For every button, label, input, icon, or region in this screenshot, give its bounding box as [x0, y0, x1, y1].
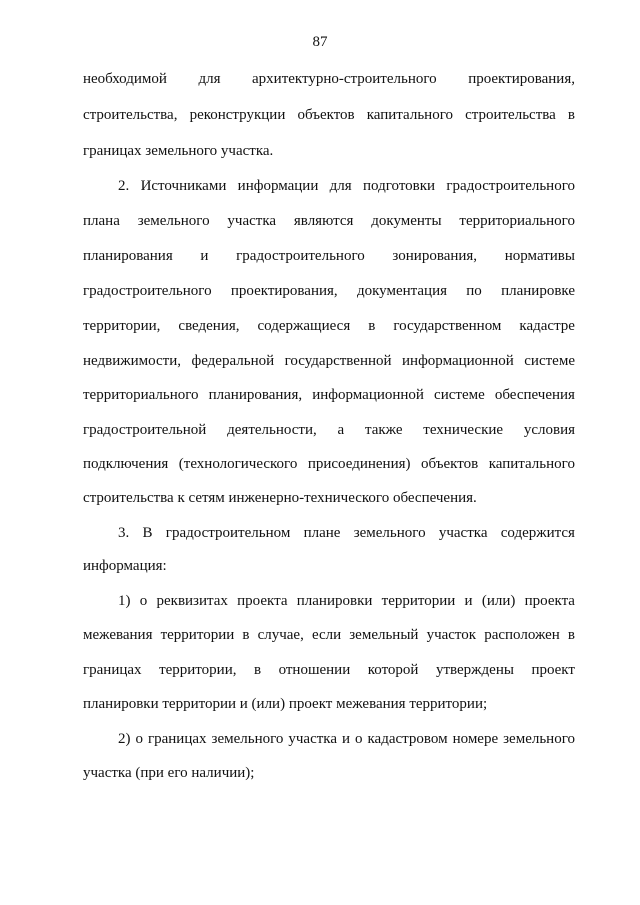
word: системе [524, 353, 575, 369]
word: утверждены [435, 662, 514, 678]
text-line [83, 212, 575, 230]
text-line [83, 455, 575, 473]
word: по [466, 283, 482, 299]
text-line [118, 592, 575, 610]
word: проектирования, [468, 71, 575, 87]
word: планировке [501, 283, 575, 299]
word: территории, [159, 662, 237, 678]
word: 2) [118, 731, 131, 747]
word: строительства [465, 107, 556, 123]
word: для [198, 71, 221, 87]
text-line [118, 524, 575, 542]
text-line [83, 106, 575, 124]
word: зонирования, [392, 248, 478, 264]
word: системе [434, 387, 485, 403]
word: территориального [459, 213, 575, 229]
word: территории, [83, 318, 161, 334]
word: подключения [83, 456, 169, 472]
word: 1) [118, 593, 131, 609]
word: присоединения) [307, 456, 411, 472]
word: необходимой [83, 71, 167, 87]
word: и [342, 731, 351, 747]
word: земельный [349, 627, 419, 643]
word: если [311, 627, 342, 643]
word: деятельности, [227, 422, 317, 438]
word: о [139, 593, 148, 609]
word: градостроительном [165, 525, 291, 541]
word: планирования [83, 248, 173, 264]
text-line: информация: [83, 558, 167, 574]
word: содержится [500, 525, 575, 541]
word: кадастровом [367, 731, 448, 747]
word: государственной [284, 353, 392, 369]
word: в [567, 627, 575, 643]
word: В [142, 525, 153, 541]
word: плана [83, 213, 120, 229]
word: границах [147, 731, 207, 747]
text-line [83, 247, 575, 265]
word: территориального [83, 387, 199, 403]
word: номере [452, 731, 499, 747]
word: градостроительной [83, 422, 207, 438]
word: в [567, 107, 575, 123]
word: о [135, 731, 143, 747]
text-line [83, 70, 575, 88]
word: территории [381, 593, 456, 609]
text-line [83, 317, 575, 335]
text-line [118, 730, 575, 748]
word: 2. [118, 178, 130, 194]
word: федеральной [191, 353, 275, 369]
text-line [83, 352, 575, 370]
word: для [329, 178, 352, 194]
word: объектов [421, 456, 479, 472]
text-line: планировки территории и (или) проект межевания территории; [83, 696, 488, 712]
word: отношении [278, 662, 351, 678]
word: информации [237, 178, 319, 194]
word: земельного [353, 525, 426, 541]
word: реконструкции [189, 107, 286, 123]
word: участка [227, 213, 277, 229]
word: архитектурно-строительного [252, 71, 437, 87]
word: планирования, [208, 387, 303, 403]
word: нормативы [504, 248, 575, 264]
word: случае, [257, 627, 304, 643]
word: а [337, 422, 345, 438]
word: информационной [312, 387, 424, 403]
word: (технологического [178, 456, 298, 472]
word: в [253, 662, 262, 678]
word: проект [531, 662, 575, 678]
word: кадастре [519, 318, 575, 334]
word: о [355, 731, 363, 747]
text-line [83, 626, 575, 644]
word: документы [371, 213, 442, 229]
text-line: границах земельного участка. [83, 143, 274, 159]
word: являются [293, 213, 354, 229]
word: проектирования, [230, 283, 338, 299]
text-line [83, 421, 575, 439]
word: планировки [296, 593, 373, 609]
word: содержащиеся [257, 318, 351, 334]
word: 3. [118, 525, 130, 541]
text-line [83, 661, 575, 679]
word: технические [423, 422, 504, 438]
word: участка [288, 731, 338, 747]
word: сведения, [178, 318, 240, 334]
word: объектов [297, 107, 355, 123]
word: земельного [137, 213, 210, 229]
word: Источниками [140, 178, 227, 194]
word: в [368, 318, 376, 334]
text-line [118, 177, 575, 195]
word: в [242, 627, 250, 643]
text-line [83, 282, 575, 300]
word: и [464, 593, 473, 609]
text-line [83, 386, 575, 404]
word: градостроительного [83, 283, 212, 299]
word: проекта [237, 593, 288, 609]
word: участка [438, 525, 488, 541]
word: градостроительного [446, 178, 575, 194]
word: и [200, 248, 209, 264]
word: земельного [503, 731, 575, 747]
word: градостроительного [236, 248, 365, 264]
word: (или) [481, 593, 516, 609]
word: которой [367, 662, 419, 678]
word: документация [356, 283, 447, 299]
word: строительства, [83, 107, 178, 123]
word: подготовки [363, 178, 436, 194]
word: информационной [402, 353, 514, 369]
word: плане [303, 525, 341, 541]
word: недвижимости, [83, 353, 181, 369]
word: проекта [524, 593, 575, 609]
word: участок [426, 627, 477, 643]
word: государственном [393, 318, 502, 334]
word: капитального [488, 456, 575, 472]
text-line: участка (при его наличии); [83, 765, 255, 781]
word: обеспечения [494, 387, 575, 403]
word: реквизитах [156, 593, 228, 609]
page-number: 87 [312, 34, 328, 50]
word: капитального [366, 107, 453, 123]
word: условия [523, 422, 575, 438]
text-line: строительства к сетям инженерно-технического обеспечения. [83, 490, 477, 506]
word: земельного [211, 731, 284, 747]
word: межевания [83, 627, 153, 643]
word: также [364, 422, 403, 438]
word: территории [160, 627, 235, 643]
word: границах [83, 662, 142, 678]
word: расположен [484, 627, 560, 643]
